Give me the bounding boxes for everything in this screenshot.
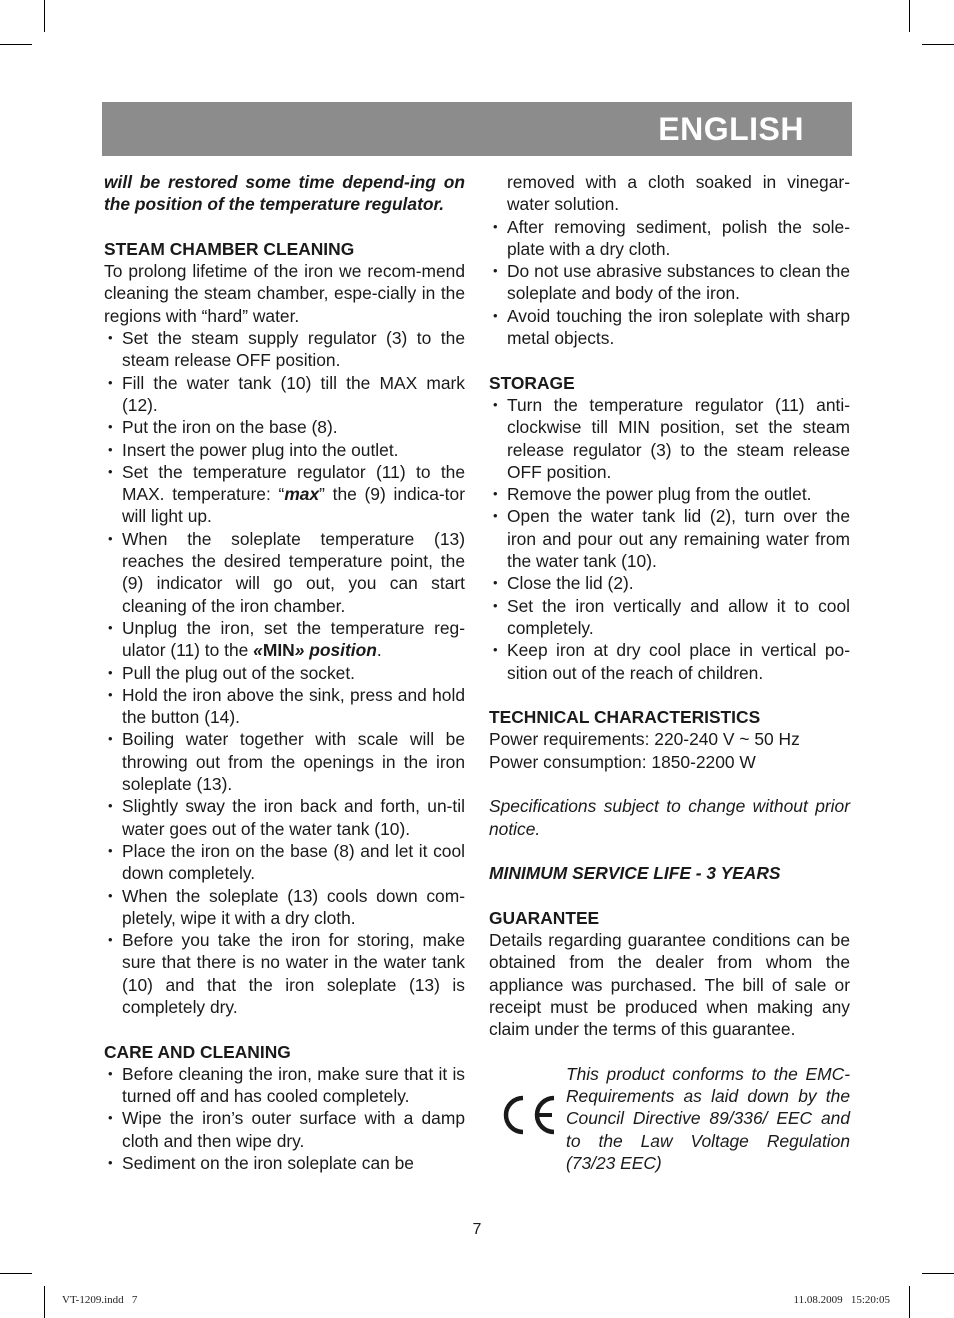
list-item: • Keep iron at dry cool place in vertical po-sition out of the reach of children.: [489, 639, 850, 684]
power-consumption: Power consumption: 1850-2200 W: [489, 751, 756, 772]
crop-mark: [909, 1286, 910, 1318]
list-item: • Place the iron on the base (8) and let it cool down completely.: [104, 840, 465, 885]
list-item: • Sediment on the iron soleplate can be: [104, 1152, 465, 1174]
list-item-text: ” the (9) indica-tor will light up.: [122, 484, 465, 527]
crop-mark: [44, 1286, 45, 1318]
section-heading-storage: STORAGE: [489, 372, 575, 393]
guarantee-paragraph: Details regarding guarantee conditions can be obtained from the dealer from whom the appliance was purchased. The bill of sale or receipt must be produced when making any claim under the terms of this guarantee.: [489, 930, 850, 1040]
storage-list: [489, 394, 850, 684]
list-item: • When the soleplate temperature (13) reaches the desired temperature point, the (9) indicator will go out, you can start cleaning of the iron chamber.: [104, 528, 465, 617]
list-item: • Insert the power plug into the outlet.: [104, 439, 465, 461]
left-column: [104, 171, 465, 1174]
section-heading-steam: STEAM CHAMBER CLEANING: [104, 238, 355, 259]
crop-mark: [909, 0, 910, 32]
min-position-emphasis: » position: [294, 640, 377, 661]
max-emphasis: max: [284, 484, 320, 505]
list-item: • Pull the plug out of the socket.: [104, 662, 465, 684]
intro-text: will be restored some time depend-ing on the position of the temperature regulator.: [104, 172, 465, 215]
list-item: • Put the iron on the base (8).: [104, 416, 465, 438]
header-bar: [102, 102, 852, 156]
list-item: • Before cleaning the iron, make sure that it is turned off and has cooled completely.: [104, 1063, 465, 1108]
specs-note: Specifications subject to change without prior notice.: [489, 796, 850, 839]
crop-mark: [0, 44, 32, 45]
list-item: • Avoid touching the iron soleplate with sharp metal objects.: [489, 305, 850, 350]
service-life: MINIMUM SERVICE LIFE - 3 YEARS: [489, 863, 781, 884]
list-item-text: Unplug the iron, set the temperature reg-ulator (11) to the: [122, 617, 465, 661]
crop-mark: [922, 1273, 954, 1274]
list-item: • Open the water tank lid (2), turn over the iron and pour out any remaining water from the water tank (10).: [489, 505, 850, 572]
list-item: • Remove the power plug from the outlet.: [489, 483, 850, 505]
list-item: • Set the iron vertically and allow it to cool completely.: [489, 595, 850, 640]
steam-paragraph: To prolong lifetime of the iron we recom-mend cleaning the steam chamber, espe-cially in the regions with “hard” water.: [104, 261, 465, 326]
min-quote-open: «: [253, 640, 263, 661]
list-item-text: Set the temperature regulator (11) to the MAX. temperature: “: [122, 461, 465, 505]
section-heading-tech: TECHNICAL CHARACTERISTICS: [489, 707, 761, 728]
min-emphasis: MIN: [262, 640, 295, 661]
list-item: • Do not use abrasive substances to clean the soleplate and body of the iron.: [489, 260, 850, 305]
footer-timestamp: 11.08.2009 15:20:05: [793, 1294, 890, 1306]
list-item: • Close the lid (2).: [489, 572, 850, 594]
page-number: 7: [472, 1221, 482, 1238]
care-continued: removed with a cloth soaked in vinegar-water solution.: [507, 172, 850, 215]
list-item: [104, 461, 465, 528]
list-item: • When the soleplate (13) cools down com-pletely, wipe it with a dry cloth.: [104, 885, 465, 930]
list-item: • Turn the temperature regulator (11) anti-clockwise till MIN position, set the steam release regulator (3) to the steam release OFF position.: [489, 394, 850, 483]
list-item: • After removing sediment, polish the sole-plate with a dry cloth.: [489, 216, 850, 261]
list-item: • Before you take the iron for storing, make sure that there is no water in the water tank (10) and that the iron soleplate (13) is completely dry.: [104, 929, 465, 1018]
list-item: • Fill the water tank (10) till the MAX mark (12).: [104, 372, 465, 417]
list-item: • Hold the iron above the sink, press and hold the button (14).: [104, 684, 465, 729]
crop-mark: [44, 0, 45, 32]
footer-file: VT-1209.indd 7: [62, 1294, 138, 1306]
section-heading-guarantee: GUARANTEE: [489, 907, 600, 928]
list-item: [104, 617, 465, 662]
list-item: • Wipe the iron’s outer surface with a damp cloth and then wipe dry.: [104, 1107, 465, 1152]
crop-mark: [922, 44, 954, 45]
list-item-text: .: [376, 640, 382, 661]
crop-mark: [0, 1273, 32, 1274]
care-list-continued: [489, 216, 850, 350]
power-requirements: Power requirements: 220-240 V ~ 50 Hz: [489, 729, 800, 750]
page-title: ENGLISH: [658, 111, 804, 147]
ce-conformity-text: This product conforms to the EMC-Requirements as laid down by the Council Directive 89/336/ EEC and to the Law Voltage Regulation (73/23 EEC): [566, 1063, 850, 1174]
list-item: • Slightly sway the iron back and forth, un-til water goes out of the water tank (10).: [104, 795, 465, 840]
list-item: • Boiling water together with scale will be throwing out from the openings in the iron soleplate (13).: [104, 728, 465, 795]
ce-conformity-block: [489, 1063, 850, 1175]
ce-mark-icon: [499, 1093, 559, 1137]
care-list: [104, 1063, 465, 1174]
section-heading-care: CARE AND CLEANING: [104, 1041, 291, 1062]
steam-list: [104, 327, 465, 1018]
list-item: • Set the steam supply regulator (3) to the steam release OFF position.: [104, 327, 465, 372]
right-column: [489, 171, 850, 1175]
